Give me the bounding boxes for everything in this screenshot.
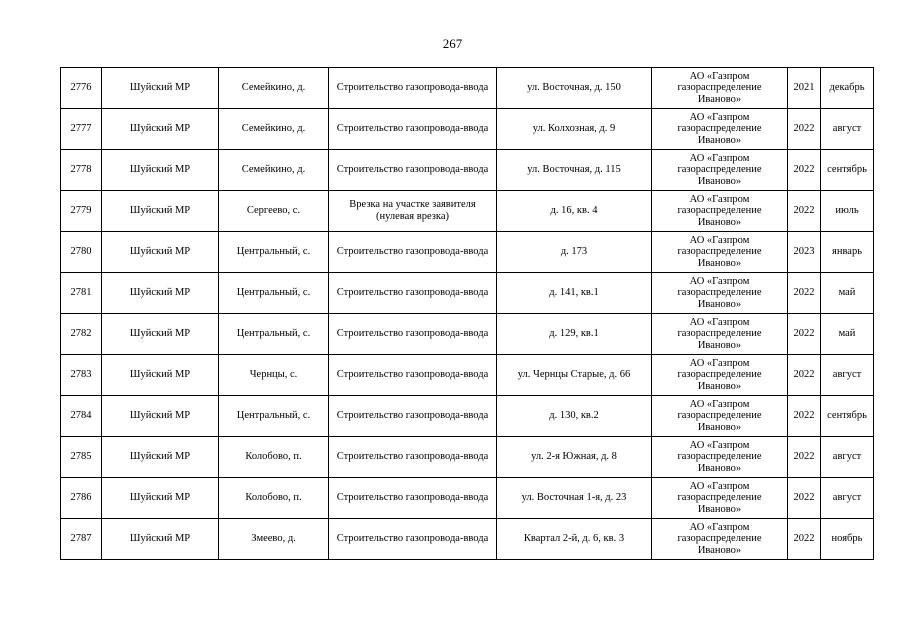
organization-cell [652,68,788,109]
organization-line: АО «Газпром [689,275,750,287]
month-cell: август [821,109,874,150]
month-cell: август [821,437,874,478]
organization-line: Иваново» [697,298,742,310]
locality-cell: Сергеево, с. [219,191,329,232]
row-number-cell: 2777 [61,109,102,150]
table-row [61,478,874,519]
organization-line: газораспределение [677,123,762,135]
gas-connection-table [60,67,874,560]
address-cell: д. 130, кв.2 [497,396,652,437]
month-cell: август [821,478,874,519]
row-number-cell: 2783 [61,355,102,396]
work-type-cell: Строительство газопровода-ввода [329,437,497,478]
year-cell: 2022 [788,396,821,437]
table-row [61,355,874,396]
organization-line: газораспределение [677,205,762,217]
organization-cell [652,478,788,519]
year-cell: 2022 [788,273,821,314]
table-row [61,437,874,478]
address-cell: ул. 2-я Южная, д. 8 [497,437,652,478]
organization-cell [652,437,788,478]
year-cell: 2022 [788,314,821,355]
table-row [61,396,874,437]
work-type-cell: Строительство газопровода-ввода [329,478,497,519]
organization-line: АО «Газпром [689,193,750,205]
table-body [61,68,874,560]
table-row [61,232,874,273]
address-cell: д. 129, кв.1 [497,314,652,355]
address-cell: д. 16, кв. 4 [497,191,652,232]
table-row [61,273,874,314]
work-type-cell: Строительство газопровода-ввода [329,68,497,109]
month-cell: ноябрь [821,519,874,560]
table-row [61,191,874,232]
address-cell: ул. Восточная, д. 115 [497,150,652,191]
work-type-cell: Строительство газопровода-ввода [329,396,497,437]
organization-line: АО «Газпром [689,521,750,533]
district-cell: Шуйский МР [102,273,219,314]
locality-cell: Центральный, с. [219,273,329,314]
organization-line: АО «Газпром [689,398,750,410]
organization-line: газораспределение [677,533,762,545]
month-cell: август [821,355,874,396]
district-cell: Шуйский МР [102,150,219,191]
address-cell: Квартал 2-й, д. 6, кв. 3 [497,519,652,560]
locality-cell: Колобово, п. [219,437,329,478]
work-type-cell: Строительство газопровода-ввода [329,150,497,191]
month-cell: июль [821,191,874,232]
organization-line: АО «Газпром [689,152,750,164]
organization-line: газораспределение [677,369,762,381]
organization-line: Иваново» [697,175,742,187]
district-cell: Шуйский МР [102,191,219,232]
district-cell: Шуйский МР [102,519,219,560]
locality-cell: Центральный, с. [219,314,329,355]
organization-line: газораспределение [677,82,762,94]
organization-line: газораспределение [677,410,762,422]
month-cell: сентябрь [821,396,874,437]
address-cell: д. 173 [497,232,652,273]
organization-line: АО «Газпром [689,480,750,492]
year-cell: 2022 [788,437,821,478]
district-cell: Шуйский МР [102,355,219,396]
organization-line: АО «Газпром [689,234,750,246]
page-number: 267 [442,36,463,51]
organization-line: АО «Газпром [689,357,750,369]
organization-line: газораспределение [677,451,762,463]
organization-line: газораспределение [677,492,762,504]
organization-line: АО «Газпром [689,111,750,123]
month-cell: май [821,273,874,314]
month-cell: сентябрь [821,150,874,191]
locality-cell: Колобово, п. [219,478,329,519]
district-cell: Шуйский МР [102,232,219,273]
table-row [61,314,874,355]
district-cell: Шуйский МР [102,437,219,478]
year-cell: 2022 [788,478,821,519]
organization-line: Иваново» [697,421,742,433]
organization-line: АО «Газпром [689,316,750,328]
locality-cell: Семейкино, д. [219,109,329,150]
table-row [61,150,874,191]
year-cell: 2023 [788,232,821,273]
row-number-cell: 2781 [61,273,102,314]
work-type-cell: Строительство газопровода-ввода [329,232,497,273]
locality-cell: Центральный, с. [219,396,329,437]
organization-cell [652,519,788,560]
row-number-cell: 2787 [61,519,102,560]
organization-cell [652,314,788,355]
address-cell: д. 141, кв.1 [497,273,652,314]
locality-cell: Семейкино, д. [219,68,329,109]
table-row [61,519,874,560]
year-cell: 2022 [788,150,821,191]
table-row [61,109,874,150]
organization-cell [652,396,788,437]
row-number-cell: 2778 [61,150,102,191]
organization-line: Иваново» [697,257,742,269]
work-type-cell: Строительство газопровода-ввода [329,314,497,355]
district-cell: Шуйский МР [102,314,219,355]
organization-line: газораспределение [677,328,762,340]
organization-line: АО «Газпром [689,70,750,82]
work-type-cell: Строительство газопровода-ввода [329,109,497,150]
locality-cell: Змеево, д. [219,519,329,560]
address-cell: ул. Колхозная, д. 9 [497,109,652,150]
organization-line: газораспределение [677,164,762,176]
organization-line: АО «Газпром [689,439,750,451]
organization-line: Иваново» [697,216,742,228]
row-number-cell: 2780 [61,232,102,273]
organization-cell [652,273,788,314]
month-cell: декабрь [821,68,874,109]
organization-line: газораспределение [677,246,762,258]
organization-line: Иваново» [697,380,742,392]
year-cell: 2021 [788,68,821,109]
locality-cell: Семейкино, д. [219,150,329,191]
organization-cell [652,355,788,396]
organization-cell [652,232,788,273]
work-type-cell: Строительство газопровода-ввода [329,519,497,560]
row-number-cell: 2784 [61,396,102,437]
row-number-cell: 2785 [61,437,102,478]
district-cell: Шуйский МР [102,478,219,519]
work-type-cell: Строительство газопровода-ввода [329,273,497,314]
year-cell: 2022 [788,355,821,396]
organization-line: Иваново» [697,544,742,556]
organization-cell [652,109,788,150]
organization-line: газораспределение [677,287,762,299]
district-cell: Шуйский МР [102,68,219,109]
organization-line: Иваново» [697,93,742,105]
work-type-cell: Врезка на участке заявителя (нулевая врезка) [329,191,497,232]
district-cell: Шуйский МР [102,396,219,437]
row-number-cell: 2786 [61,478,102,519]
organization-cell [652,191,788,232]
address-cell: ул. Восточная, д. 150 [497,68,652,109]
month-cell: май [821,314,874,355]
organization-line: Иваново» [697,339,742,351]
year-cell: 2022 [788,191,821,232]
month-cell: январь [821,232,874,273]
organization-line: Иваново» [697,134,742,146]
district-cell: Шуйский МР [102,109,219,150]
row-number-cell: 2782 [61,314,102,355]
organization-line: Иваново» [697,462,742,474]
organization-cell [652,150,788,191]
address-cell: ул. Восточная 1-я, д. 23 [497,478,652,519]
address-cell: ул. Чернцы Старые, д. 66 [497,355,652,396]
table-row [61,68,874,109]
year-cell: 2022 [788,519,821,560]
organization-line: Иваново» [697,503,742,515]
year-cell: 2022 [788,109,821,150]
locality-cell: Чернцы, с. [219,355,329,396]
work-type-cell: Строительство газопровода-ввода [329,355,497,396]
row-number-cell: 2776 [61,68,102,109]
row-number-cell: 2779 [61,191,102,232]
locality-cell: Центральный, с. [219,232,329,273]
